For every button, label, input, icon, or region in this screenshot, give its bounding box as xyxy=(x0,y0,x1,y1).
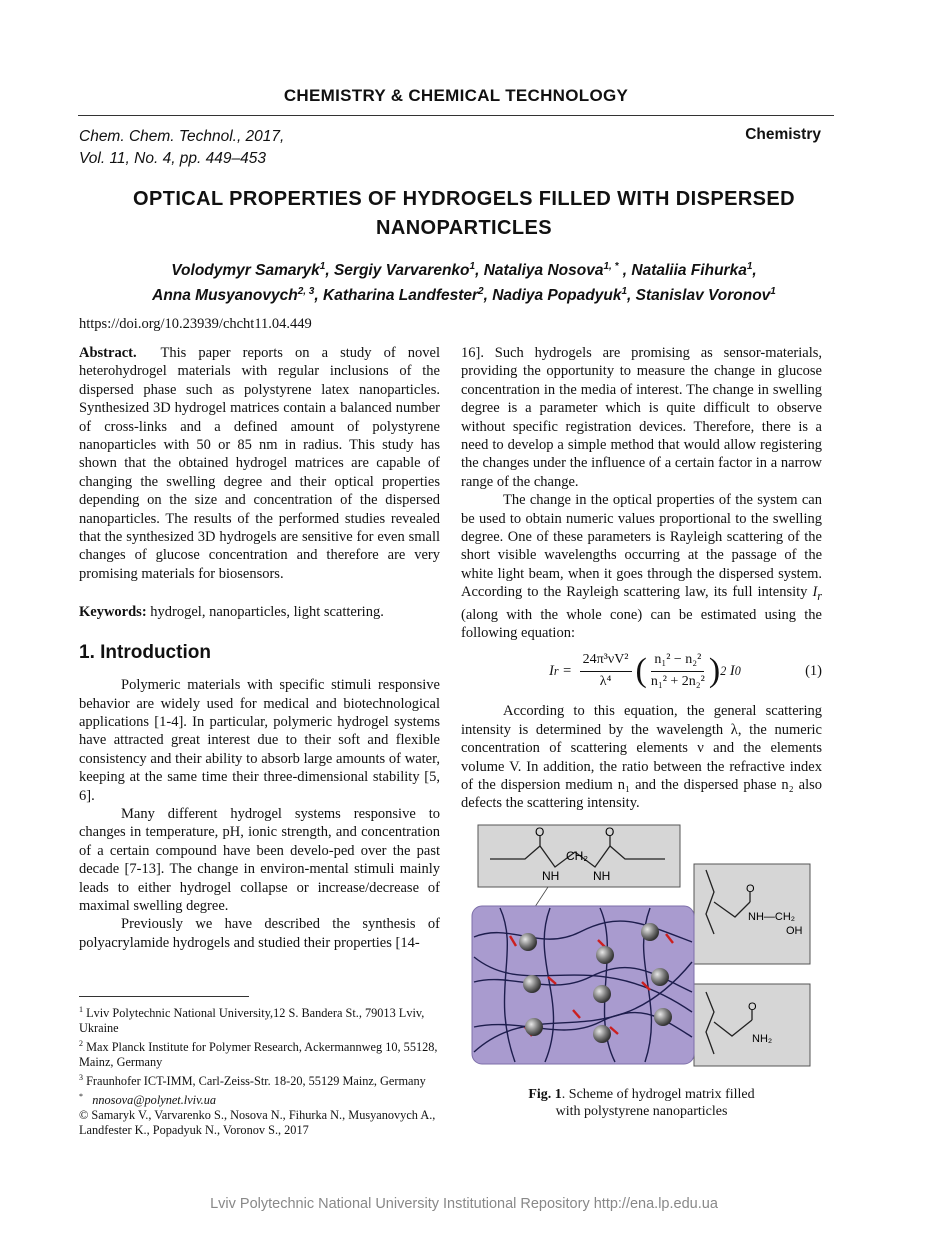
author: Stanislav Voronov$^1$ xyxy=(635,286,776,305)
equation-rayleigh: I r = $\frac{\text{24π³νV²}}{\text{λ⁴}}$ ( $\frac{\text{n₁² − n₂²}}{\text{n₁² + 2n₂²}}$ ) 2 I 0 (1) xyxy=(549,652,822,690)
author: Volodymyr Samaryk$^1$, xyxy=(171,261,334,280)
journal-header: CHEMISTRY & CHEMICAL TECHNOLOGY xyxy=(283,86,629,105)
abstract: Abstract. This paper reports on a study of novel heterohydrogel materials with regular inclusions of the dispersed phase such as polystyrene latex nanoparticles. Synthesized 3D hydrogel matrices contain a balanced number of cross-links and a defined amount of polystyrene nanoparticles with 50 or 85 nm in radius. This study has shown that the obtained hydrogel matrices are capable of changing the swelling degree and their optical properties depending on the size and concentration of the dispersed nanoparticles. The results of the performed studies revealed that the synthesized 3D hydrogels are sensitive for even small changes of glucose concentration and therefore are very promising materials for biosensors. xyxy=(79,345,440,582)
footnote-affiliation-3: $^3$ Fraunhofer ICT-IMM, Carl-Zeiss-Str. 18-20, 55129 Mainz, Germany xyxy=(79,1073,426,1089)
citation-block xyxy=(79,126,284,170)
left-column xyxy=(79,344,440,952)
svg-text:OH: OH xyxy=(786,925,803,937)
svg-text:NH: NH xyxy=(542,869,560,883)
author-list xyxy=(78,256,850,306)
author: Sergiy Varvarenko$^1$, xyxy=(333,261,484,280)
section-heading-introduction: 1. Introduction xyxy=(79,641,211,663)
hydrogel-scheme-figure xyxy=(470,822,812,1068)
citation-line-1: Chem. Chem. Technol., 2017, xyxy=(79,128,285,145)
footnote-rule xyxy=(79,996,249,997)
footnote-email: * nnosova@polynet.lviv.ua xyxy=(79,1092,217,1108)
intro-paragraph: Previously we have described the synthesis of polyacrylamide hydrogels and studied their properties [14- xyxy=(79,916,440,951)
footnote-affiliation-2: $^2$ Max Planck Institute for Polymer Research, Ackermannweg 10, 55128, Mainz, Germany xyxy=(79,1039,438,1070)
author: Nataliia Fihurka$^1$, xyxy=(631,261,757,280)
intro-paragraph: Polymeric materials with specific stimuli responsive behavior are widely used for medical and biotechnological applications [1-4]. In particular, polymeric hydrogel systems have attracted great interest due to their soft and flexible consistency and their ability to absorb large amounts of water, keeping at the same time their three-dimensional stability [5, 6]. xyxy=(79,677,440,804)
svg-text:NH—CH₂: NH—CH₂ xyxy=(748,911,796,923)
right-column xyxy=(461,344,822,813)
equation-coefficient: $\frac{\text{24π³νV²}}{\text{λ⁴}}$ xyxy=(580,651,632,691)
figure-caption: Fig. 1. Scheme of hydrogel matrix filled with polystyrene nanoparticles xyxy=(528,1087,755,1119)
svg-text:O: O xyxy=(535,825,545,839)
svg-text:NH₂: NH₂ xyxy=(752,1033,773,1045)
intro-paragraph: Many different hydrogel systems responsive to changes in temperature, pH, ionic strength, and concentration of a certain compound have been develo-ped over the past decade [7-13]. The change in environ-mental stimuli mainly leads to either hydrogel collapse or increase/decrease of maximal swelling degree. xyxy=(79,805,440,914)
footnote-copyright: © Samaryk V., Varvarenko S., Nosova N., Fihurka N., Musyanovych A., Landfester K., Popadyuk N., Voronov S., 2017 xyxy=(79,1108,436,1138)
amide-box xyxy=(694,984,810,1066)
title-line-2: NANOPARTICLES xyxy=(376,217,552,239)
equation-index-ratio: $\frac{\text{n₁² − n₂²}}{\text{n₁² + 2n₂²}}$ xyxy=(650,652,705,689)
header-rule xyxy=(78,115,834,116)
svg-text:CH₂: CH₂ xyxy=(566,849,588,863)
equation-number: (1) xyxy=(805,663,822,680)
doi-link[interactable]: https://doi.org/10.23939/chcht11.04.449 xyxy=(79,316,312,332)
keywords: Keywords: hydrogel, nanoparticles, light scattering. xyxy=(79,604,384,621)
author: Anna Musyanovych$^{2, 3}$, xyxy=(152,286,323,305)
svg-text:O: O xyxy=(748,1001,757,1013)
footnotes xyxy=(79,1002,441,1138)
body-paragraph: 16]. Such hydrogels are promising as sensor-materials, providing the opportunity to measure the change in glucose concentration in the media of interest. The change in swelling degree is a parameter which is quite difficult to observe without specific registration devices. Therefore, there is a need to develop a simple method that would allow registering the changes under the influence of a certain factor in a narrow range of the change. xyxy=(461,345,822,490)
author: Nadiya Popadyuk$^1$, xyxy=(492,286,636,305)
svg-text:O: O xyxy=(746,883,755,895)
author: Nataliya Nosova$^{1, *}$ , xyxy=(483,261,632,280)
author: Katharina Landfester$^2$, xyxy=(323,286,493,305)
section-label: Chemistry xyxy=(745,126,821,143)
paper-title xyxy=(78,185,850,243)
svg-text:NH: NH xyxy=(593,869,611,883)
title-line-1: OPTICAL PROPERTIES OF HYDROGELS FILLED WITH DISPERSED xyxy=(133,188,795,210)
svg-text:O: O xyxy=(605,825,615,839)
body-paragraph: According to this equation, the general scattering intensity is determined by the wavelength λ, the numeric concentration of scattering elements ν and the elements volume V. In addition, the ratio between the refractive index of the dispersion medium n₁ and the dispersed phase n₂ also defects the scattering intensity. xyxy=(461,703,822,812)
citation-line-2: Vol. 11, No. 4, pp. 449–453 xyxy=(79,150,266,167)
repository-footer: Lviv Polytechnic National University Institutional Repository http://ena.lp.edu.ua xyxy=(210,1196,718,1212)
footnote-affiliation-1: $^1$ Lviv Polytechnic National University,12 S. Bandera St., 79013 Lviv, Ukraine xyxy=(79,1005,425,1036)
body-paragraph: The change in the optical properties of the system can be used to obtain numeric values proportional to the swelling degree. One of these parameters is Rayleigh scattering of the short visible wavelengths occurring at the passage of the white light beam, when it goes through the dispersed system. According to the Rayleigh scattering law, its full intensity $I_r$ (along with the whole cone) can be estimated using the following equation: xyxy=(461,492,822,641)
